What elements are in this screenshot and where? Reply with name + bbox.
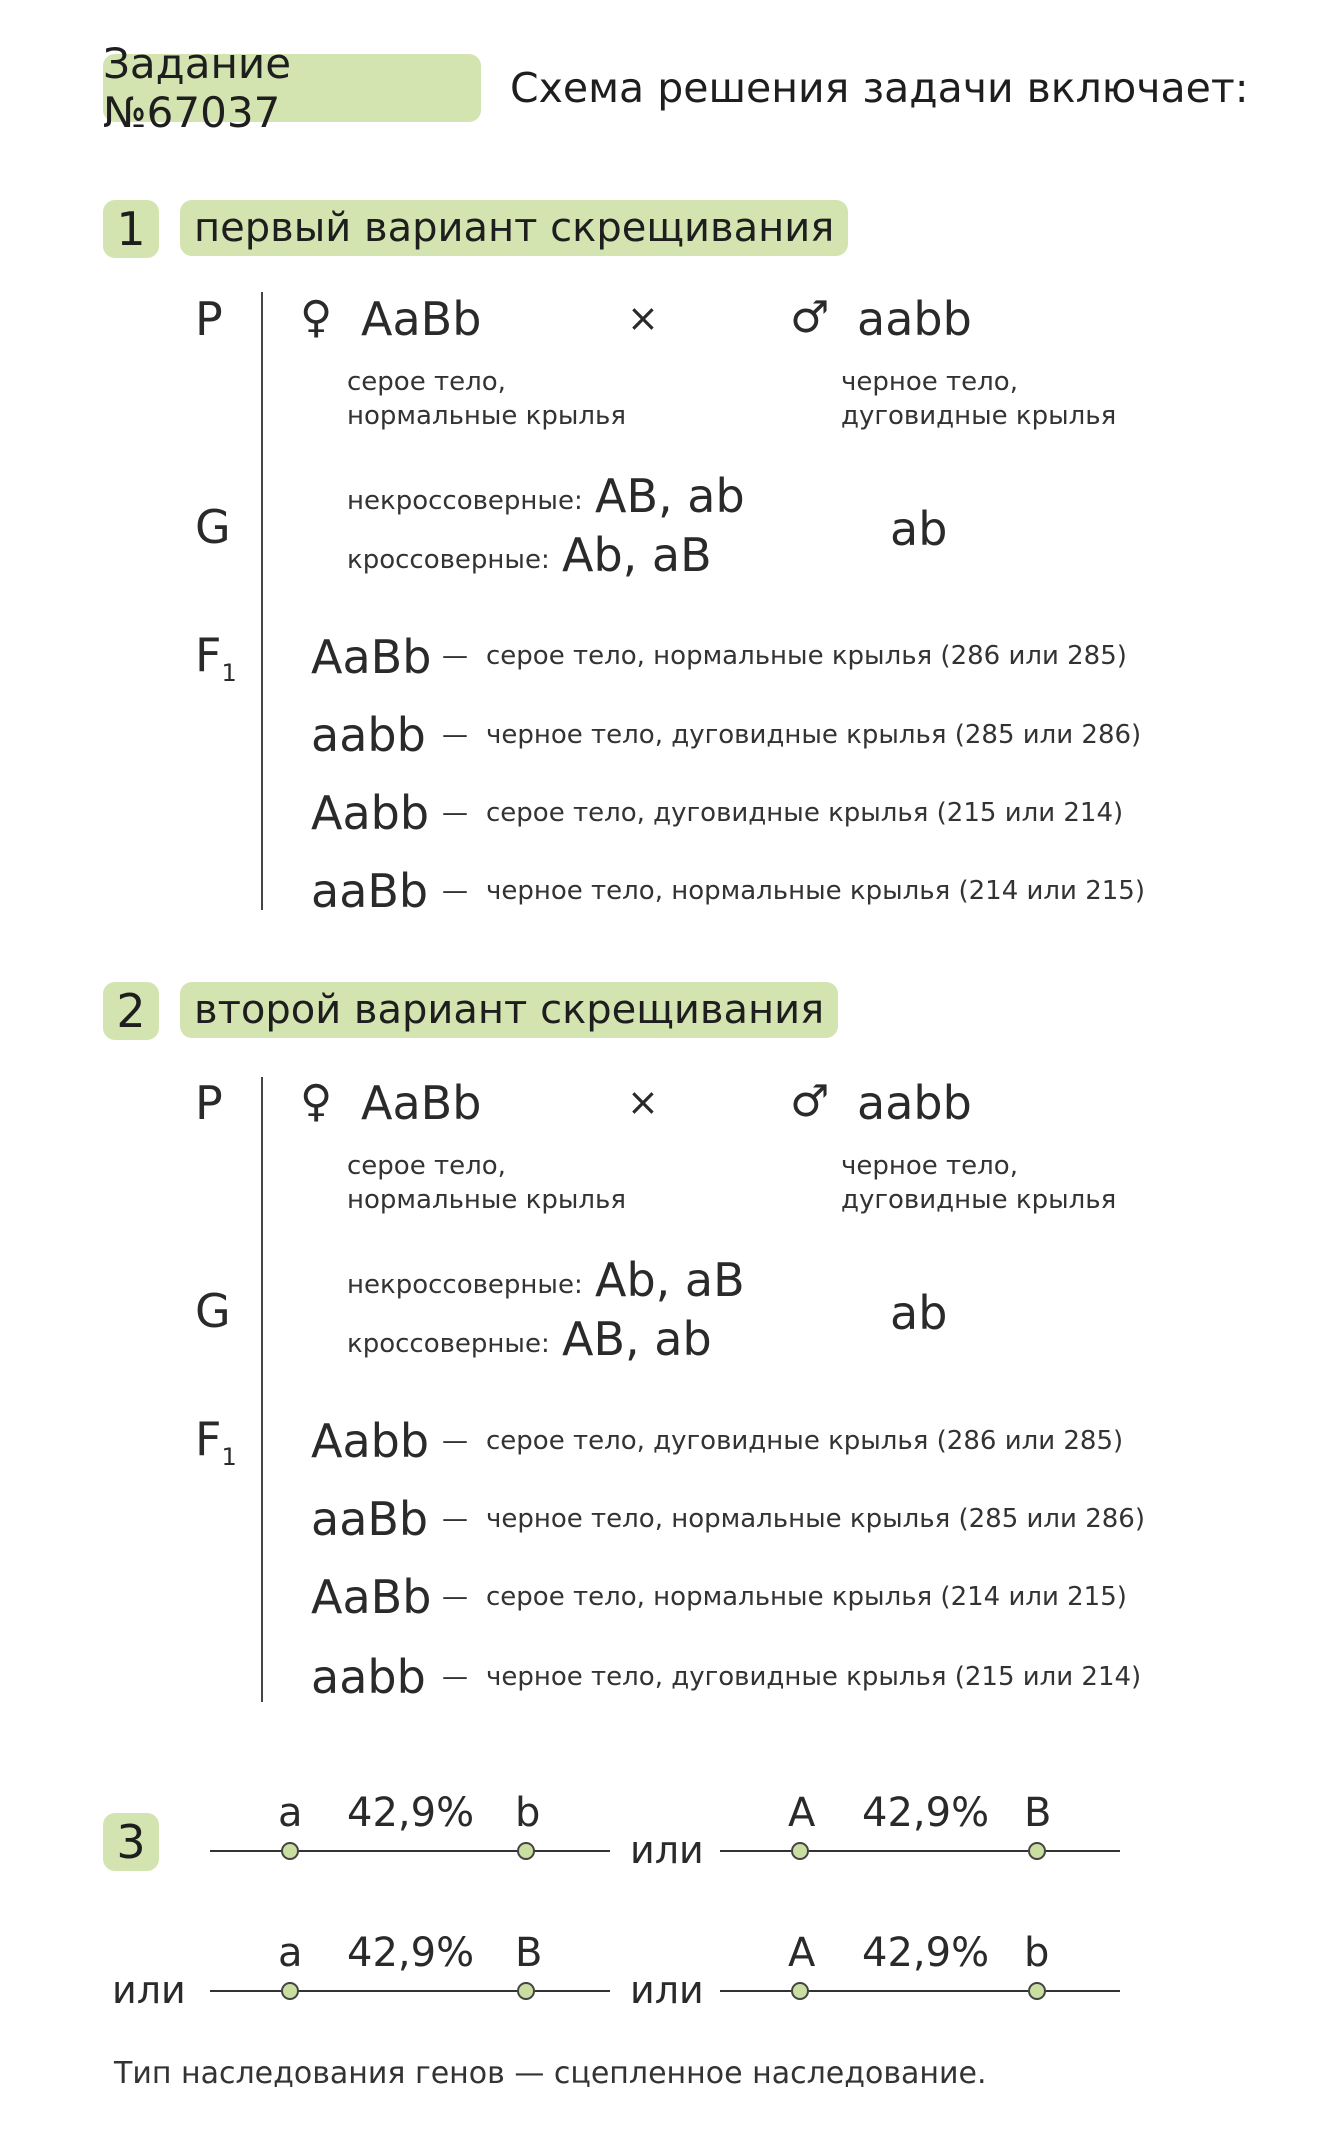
section-2-g-letter: G (195, 1284, 231, 1338)
section-1-f1-dash-4: — (442, 876, 468, 906)
section-1-label: первый вариант скрещивания (180, 200, 848, 256)
section-1-noncross-label: некроссоверные: (347, 486, 583, 516)
chromosome-3-distance: 42,9% (347, 1930, 475, 1976)
female-symbol-icon: ♀ (300, 292, 333, 343)
section-1-f1-dash-1: — (442, 641, 468, 671)
chromosome-4-left-allele: A (788, 1930, 816, 1976)
chromosome-2-locus-right (1028, 1842, 1046, 1860)
section-2-female-genotype: AaBb (361, 1076, 482, 1130)
section-2-f1-dash-3: — (442, 1582, 468, 1612)
task-number-badge (103, 39, 481, 137)
section-1-female-phenotype: серое тело, нормальные крылья (347, 367, 627, 431)
section-2-f1-genotype-3: AaBb (311, 1570, 432, 1624)
section-2-label: второй вариант скрещивания (180, 982, 838, 1038)
section-2-f1-desc-3: серое тело, нормальные крылья (214 или 215) (486, 1582, 1127, 1612)
chromosome-1-right-allele: b (515, 1790, 541, 1836)
section-1-f1-desc-1: серое тело, нормальные крылья (286 или 285) (486, 641, 1127, 671)
section-1-male-phenotype: черное тело, дуговидные крылья (841, 367, 1117, 431)
section-1-g-letter: G (195, 500, 231, 554)
chromosome-2-left-allele: A (788, 1790, 816, 1836)
section-1-noncross-gametes: AB, ab (595, 469, 745, 523)
section-1-f1-letter: $F_1$ (195, 628, 237, 688)
section-1-f1-genotype-3: Aabb (311, 786, 430, 840)
cross-symbol-icon: × (627, 1080, 659, 1124)
chromosome-2-line (720, 1850, 1120, 1852)
inheritance-type (114, 2056, 987, 2091)
section-3-number: 3 (103, 1813, 159, 1871)
section-1-cross-gametes: Ab, aB (562, 528, 712, 582)
chromosome-3-locus-right (517, 1982, 535, 2000)
section-1-f1-dash-3: — (442, 798, 468, 828)
chromosome-4-line (720, 1990, 1120, 1992)
section-2-f1-dash-2: — (442, 1504, 468, 1534)
chromosome-3-left-allele: a (278, 1930, 303, 1976)
chromosome-3-line (210, 1990, 610, 1992)
chromosome-1-left-allele: a (278, 1790, 303, 1836)
chromosome-4-locus-right (1028, 1982, 1046, 2000)
section-2-f1-genotype-1: Aabb (311, 1414, 430, 1468)
chromosome-3-right-allele: B (515, 1930, 543, 1976)
female-symbol-icon: ♀ (300, 1076, 333, 1127)
section-1-divider (261, 292, 263, 910)
section-2-f1-letter: $F_1$ (195, 1412, 237, 1472)
section-2-f1-genotype-2: aaBb (311, 1492, 429, 1546)
section-1-f1-desc-3: серое тело, дуговидные крылья (215 или 214) (486, 798, 1124, 828)
male-symbol-icon: ♂ (790, 292, 830, 343)
chromosome-4-distance: 42,9% (862, 1930, 990, 1976)
section-1-male-gamete: ab (890, 502, 948, 556)
section-2-f1-desc-1: серое тело, дуговидные крылья (286 или 285) (486, 1426, 1124, 1456)
connector-or-2: или (112, 1968, 186, 2012)
section-2-cross-label: кроссоверные: (347, 1329, 550, 1359)
chromosome-1-locus-right (517, 1842, 535, 1860)
section-2-f1-dash-1: — (442, 1426, 468, 1456)
section-2-female-phenotype: серое тело, нормальные крылья (347, 1151, 627, 1215)
section-2-f1-genotype-4: aabb (311, 1650, 426, 1704)
section-1-female-genotype: AaBb (361, 292, 482, 346)
section-1-f1-dash-2: — (442, 720, 468, 750)
section-2-f1-desc-2: черное тело, нормальные крылья (285 или 286) (486, 1504, 1145, 1534)
chromosome-1-line (210, 1850, 610, 1852)
section-1-f1-genotype-2: aabb (311, 708, 426, 762)
chromosome-1-locus-left (281, 1842, 299, 1860)
section-1-number: 1 (103, 200, 159, 258)
male-symbol-icon: ♂ (790, 1076, 830, 1127)
section-2-f1-desc-4: черное тело, дуговидные крылья (215 или 214) (486, 1662, 1142, 1692)
page-title: Схема решения задачи включает: (510, 64, 1249, 112)
chromosome-3-locus-left (281, 1982, 299, 2000)
section-1-f1-desc-2: черное тело, дуговидные крылья (285 или 286) (486, 720, 1142, 750)
chromosome-1-distance: 42,9% (347, 1790, 475, 1836)
section-1-f1-genotype-1: AaBb (311, 630, 432, 684)
cross-symbol-icon: × (627, 296, 659, 340)
section-2-cross-gametes: AB, ab (562, 1312, 712, 1366)
section-2-divider (261, 1077, 263, 1702)
connector-or-3: или (630, 1968, 704, 2012)
section-2-f1-dash-4: — (442, 1662, 468, 1692)
section-2-male-phenotype: черное тело, дуговидные крылья (841, 1151, 1117, 1215)
chromosome-2-distance: 42,9% (862, 1790, 990, 1836)
inheritance-type-value: сцепленное наследование. (553, 2056, 987, 2091)
chromosome-2-locus-left (791, 1842, 809, 1860)
chromosome-4-right-allele: b (1024, 1930, 1050, 1976)
section-2-male-gamete: ab (890, 1286, 948, 1340)
task-number-label: Задание №67037 (103, 39, 292, 137)
chromosome-4-locus-left (791, 1982, 809, 2000)
section-2-noncross-gametes: Ab, aB (595, 1253, 745, 1307)
section-2-p-letter: P (195, 1076, 223, 1130)
section-2-noncross-label: некроссоверные: (347, 1270, 583, 1300)
section-1-p-letter: P (195, 292, 223, 346)
section-1-male-genotype: aabb (857, 292, 972, 346)
connector-or-1: или (630, 1828, 704, 1872)
section-1-cross-label: кроссоверные: (347, 545, 550, 575)
inheritance-type-prefix: Тип наследования генов — (114, 2056, 545, 2091)
section-2-male-genotype: aabb (857, 1076, 972, 1130)
section-2-number: 2 (103, 982, 159, 1040)
chromosome-2-right-allele: B (1024, 1790, 1052, 1836)
section-1-f1-genotype-4: aaBb (311, 864, 429, 918)
section-1-f1-desc-4: черное тело, нормальные крылья (214 или 215) (486, 876, 1145, 906)
